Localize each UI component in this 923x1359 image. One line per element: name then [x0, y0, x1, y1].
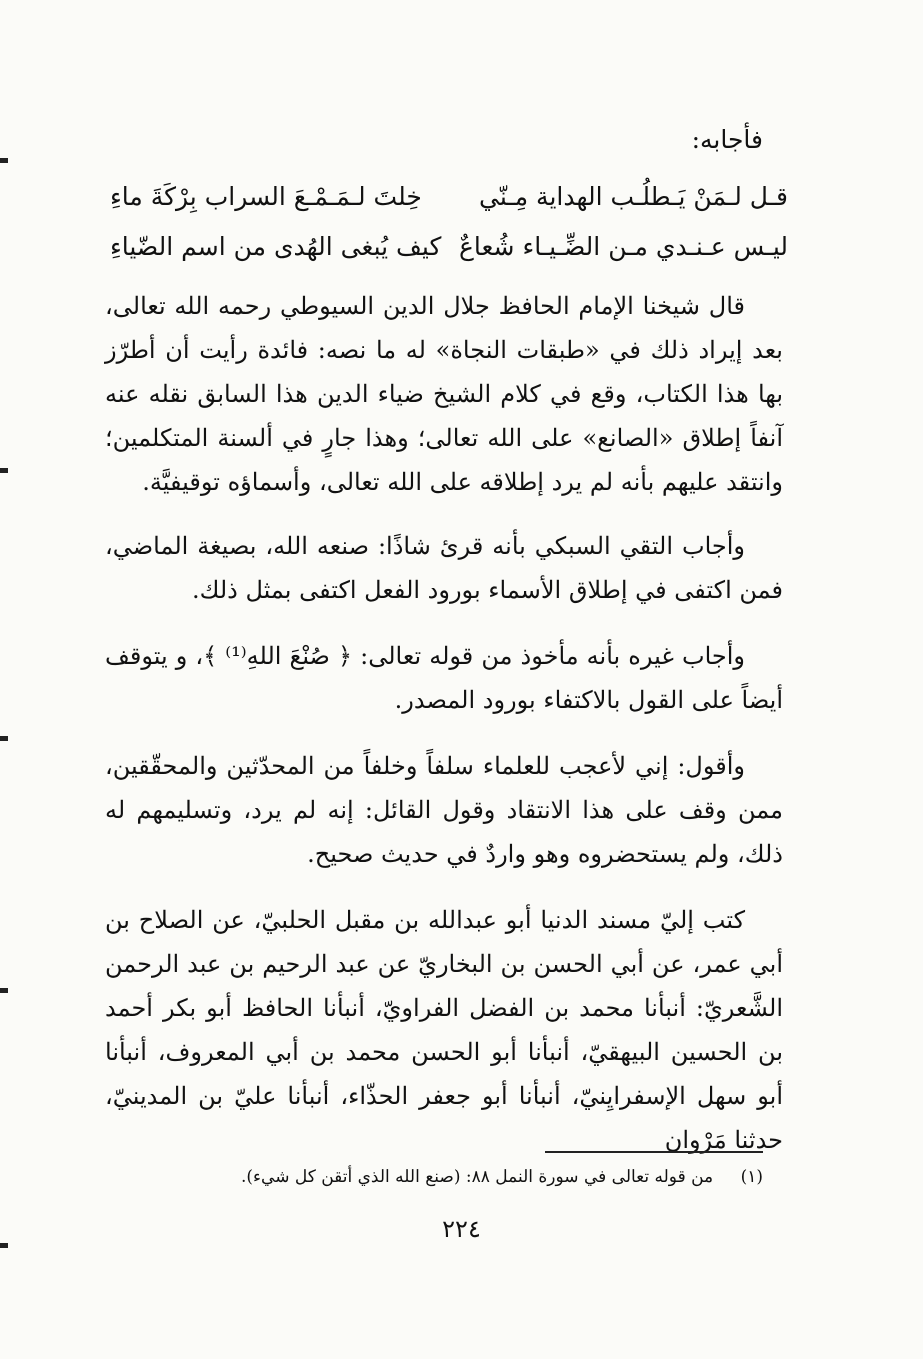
paragraph-subki: وأجاب التقي السبكي بأنه قرئ شاذًا: صنعه الله، بصيغة الماضي، فمن اكتفى في إطلاق الأسماء بورود الفعل اكتفى بمثل ذلك. [105, 532, 783, 604]
scan-edge-mark [0, 1243, 8, 1248]
poem-line [110, 222, 788, 272]
poem-hemistich-right: ليـس عـنـدي مـن الضِّـيـاء شُعاعٌ [458, 232, 788, 261]
paragraph-suyuti: قال شيخنا الإمام الحافظ جلال الدين السيوطي رحمه الله تعالى، بعد إيراد ذلك في «طبقات النجاة» له ما نصه: فائدة رأيت أن أطرّز بها هذا الكتاب، وقع في كلام الشيخ ضياء الدين هذا السابق نقله عنه آنفاً إطلاق «الصانع» على الله تعالى؛ وهذا جارٍ في ألسنة المتكلمين؛ وانتقد عليهم بأنه لم يرد إطلاقه على الله تعالى، وأسماؤه توقيفيَّة. [105, 292, 783, 496]
paragraph-author-view: وأقول: إني لأعجب للعلماء سلفاً وخلفاً من المحدّثين والمحقّقين، ممن وقف على هذا الانتقاد وقول القائل: إنه لم يرد، وتسليمهم له ذلك، ولم يستحضروه وهو واردٌ في حديث صحيح. [105, 752, 783, 868]
footnote-divider [545, 1151, 763, 1153]
poem-hemistich-left: خِلتَ لـمَـمْـعَ السراب بِرْكَةَ ماءِ [110, 182, 422, 211]
footnote-text: من قوله تعالى في سورة النمل ٨٨: (صنع الله الذي أتقن كل شيء). [241, 1167, 714, 1187]
scan-edge-mark [0, 468, 8, 473]
poem-line [110, 172, 788, 222]
footnote [160, 1160, 763, 1194]
footnote-mark: (١) [740, 1167, 763, 1187]
poem-block [110, 172, 788, 272]
paragraph-other-answer: وأجاب غيره بأنه مأخوذ من قوله تعالى: ﴿ صُنْعَ اللهِ⁽¹⁾ ﴾، و يتوقف أيضاً على القول بالاكتفاء بورود المصدر. [105, 642, 783, 714]
poem-hemistich-left: كيف يُبغى الهُدى من اسم الضّياءِ [110, 232, 442, 261]
page-number: ٢٢٤ [442, 1215, 481, 1243]
poem-hemistich-right: قـل لـمَنْ يَـطلُـب الهداية مِـنّي [479, 182, 788, 211]
scan-edge-mark [0, 988, 8, 993]
intro-line: فأجابه: [691, 125, 763, 154]
paragraph-isnad: كتب إليّ مسند الدنيا أبو عبدالله بن مقبل الحلبيّ، عن الصلاح بن أبي عمر، عن أبي الحسن بن البخاريّ عن عبد الرحيم بن عبد الرحمن الشَّعريّ: أنبأنا محمد بن الفضل الفراويّ، أنبأنا الحافظ أبو بكر أحمد بن الحسين البيهقيّ، أنبأنا أبو الحسن محمد بن أبي المعروف، أنبأنا أبو سهل الإسفرايِنيّ، أنبأنا أبو جعفر الحذّاء، أنبأنا عليّ بن المدينيّ، حدثنا مَرْوان [105, 906, 783, 1154]
scan-edge-mark [0, 158, 8, 163]
scan-edge-mark [0, 736, 8, 741]
